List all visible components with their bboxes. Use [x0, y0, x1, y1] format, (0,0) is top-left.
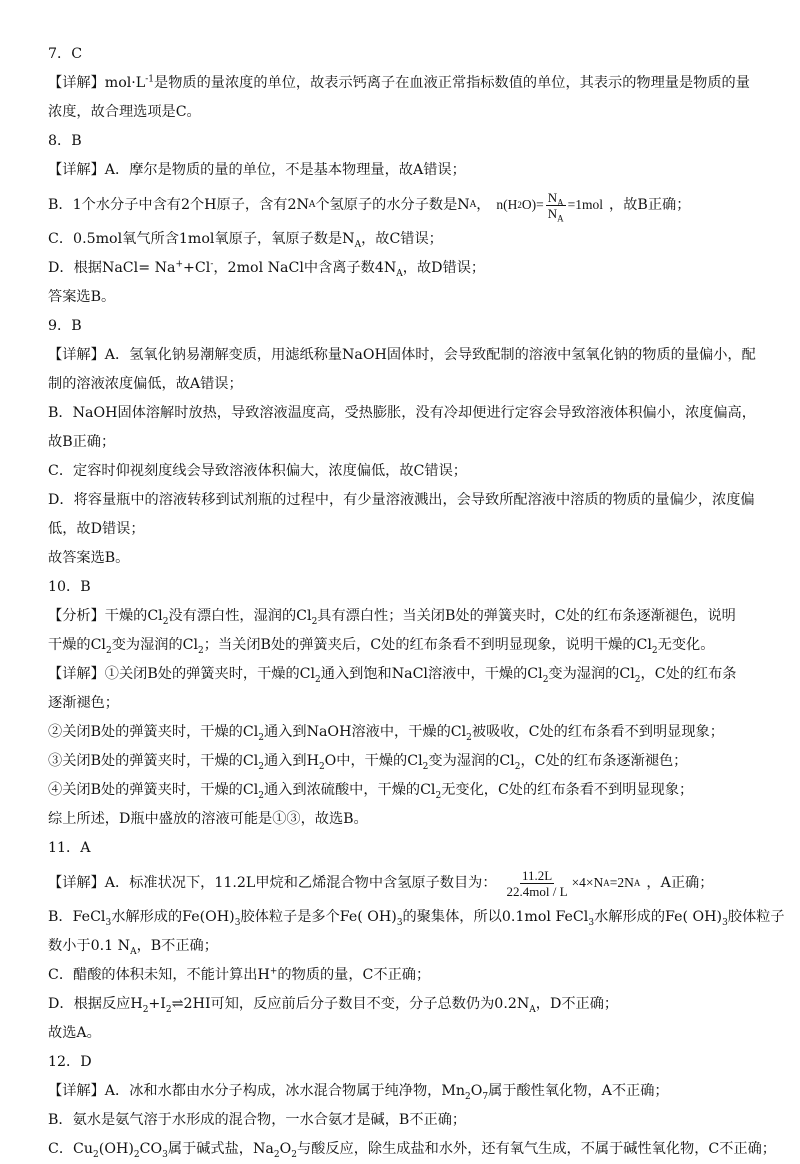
q8-option-c: C．0.5mol氧气所含1mol氧原子，氧原子数是$N_A$，故C错误；: [48, 231, 443, 250]
volume-fraction: $\frac{11.2L}{\text{22.4mol / L}}$: [506, 867, 568, 899]
q8-answer: 答案选B。: [48, 289, 116, 305]
q8-number: 8．B: [48, 133, 82, 149]
q11-option-b-1: B．FeCl$_3$水解形成的$Fe(OH)_3$胶体粒子是多个Fe( $OH)_3$的聚集体，所以0.1mol FeCl$_3$水解形成的Fe( $OH)_3$胶体粒子: [48, 909, 785, 928]
q12-option-a: 【详解】A．冰和水都由水分子构成，冰水混合物属于纯净物，$Mn_2O_7$属于酸性氧化物，A不正确；: [48, 1083, 669, 1102]
q10-answer: 综上所述，D瓶中盛放的溶液可能是①③，故选B。: [48, 811, 368, 827]
q12-number: 12．D: [48, 1054, 92, 1070]
q12-option-c: C．$Cu_2(OH)_2CO_3$属于碱式盐，$Na_2O_2$与酸反应，除生成盐和水外，还有氧气生成，不属于碱性氧化物，C不正确；: [48, 1141, 776, 1160]
detail-label: 【详解】: [48, 666, 105, 682]
q9-option-b-1: B．NaOH固体溶解时放热，导致溶液温度高，受热膨胀，没有冷却便进行定容会导致溶液体积偏小，浓度偏高，: [48, 405, 756, 421]
q10-detail-2: ②关闭B处的弹簧夹时，干燥的$Cl_2$通入到NaOH溶液中，干燥的$Cl_2$被吸收，C处的红布条看不到明显现象；: [48, 724, 724, 743]
q9-option-d-2: 低，故D错误；: [48, 521, 145, 537]
q9-answer: 故答案选B。: [48, 550, 130, 566]
q11-option-d: D．根据反应$H_2+I_2\rightleftharpoons 2HI$可知，反应前后分子数目不变，分子总数仍为$0.2N_A$，D不正确；: [48, 996, 619, 1015]
q11-option-a: 【详解】 A．标准状况下，11.2L甲烷和乙烯混合物中含氢原子数目为： $\frac{11.2L}{\text{22.4mol / L}}$ ×4×N A =2N A ，A正确；: [48, 863, 760, 903]
q10-number: 10．B: [48, 579, 91, 595]
q7-line-1: 【详解】$mol\cdot L^{-1}$是物质的量浓度的单位，故表示钙离子在血液正常指标数值的单位，其表示的物理量是物质的量: [48, 74, 750, 91]
q10-detail-4: ④关闭B处的弹簧夹时，干燥的$Cl_2$通入到浓硫酸中，干燥的$Cl_2$无变化，C处的红布条看不到明显现象；: [48, 782, 694, 801]
detail-label: 【详解】: [48, 347, 105, 363]
q10-detail-1b: 逐渐褪色；: [48, 695, 119, 711]
q9-option-c: C．定容时仰视刻度线会导致溶液体积偏大，浓度偏低，故C错误；: [48, 463, 467, 479]
detail-label: 【详解】: [48, 75, 105, 91]
q11-option-b-2: 数小于0.1 $N_A$，B不正确；: [48, 938, 218, 957]
detail-label: 【详解】: [48, 875, 105, 891]
na-fraction: $\frac{N_A}{N_A}$: [547, 189, 564, 224]
q10-analysis-2: 干燥的$Cl_2$变为湿润的$Cl_2$；当关闭B处的弹簧夹后，C处的红布条看不到明显现象，说明干燥的$Cl_2$无变化。: [48, 637, 715, 656]
mole-formula: n(H 2 O)= $\frac{N_A}{N_A}$ =1mol: [496, 189, 604, 224]
q8-option-a: 【详解】A．摩尔是物质的量的单位，不是基本物理量，故A错误；: [48, 162, 466, 178]
detail-label: 【详解】: [48, 162, 105, 178]
q11-number: 11．A: [48, 840, 91, 856]
answer-page: [48, 40, 785, 1164]
q9-option-a-1: 【详解】A．氢氧化钠易潮解变质，用滤纸称量NaOH固体时，会导致配制的溶液中氢氧化钠的物质的量偏小，配: [48, 347, 756, 363]
q8-option-b: B．1个水分子中含有2个H原子，含有2N A 个氢原子的水分子数是N A ， n(H 2 O)= $\frac{N_A}{N_A}$ =1mol ，故B正确；: [48, 185, 760, 225]
q11-option-c: C．醋酸的体积未知，不能计算出H+的物质的量，C不正确；: [48, 966, 431, 983]
q8-option-d: D．根据NaCl= Na++Cl-，2mol NaCl中含离子数$4N_A$，故D错误；: [48, 259, 486, 279]
q10-analysis-1: 【分析】干燥的$Cl_2$没有漂白性，湿润的$Cl_2$具有漂白性；当关闭B处的弹簧夹时，C处的红布条逐渐褪色，说明: [48, 608, 736, 627]
q9-option-d-1: D．将容量瓶中的溶液转移到试剂瓶的过程中，有少量溶液溅出，会导致所配溶液中溶质的物质的量偏少，浓度偏: [48, 492, 755, 508]
q10-detail-1: 【详解】①关闭B处的弹簧夹时，干燥的$Cl_2$通入到饱和NaCl溶液中，干燥的$Cl_2$变为湿润的$Cl_2$，C处的红布条: [48, 666, 737, 685]
q9-option-b-2: 故B正确；: [48, 434, 116, 450]
q9-number: 9．B: [48, 318, 82, 334]
q11-answer: 故选A。: [48, 1025, 101, 1041]
q12-option-b: B．氨水是氨气溶于水形成的混合物，一水合氨才是碱，B不正确；: [48, 1112, 467, 1128]
analysis-label: 【分析】: [48, 608, 105, 624]
q7-number: 7．C: [48, 46, 83, 62]
q9-option-a-2: 制的溶液浓度偏低，故A错误；: [48, 376, 243, 392]
detail-label: 【详解】: [48, 1083, 105, 1099]
q10-detail-3: ③关闭B处的弹簧夹时，干燥的$Cl_2$通入到$H_2O$中，干燥的$Cl_2$变为湿润的$Cl_2$，C处的红布条逐渐褪色；: [48, 753, 688, 772]
hydrogen-count-formula: $\frac{11.2L}{\text{22.4mol / L}}$ ×4×N A =2N A: [506, 867, 641, 899]
q7-line-2: 浓度，故合理选项是C。: [48, 104, 201, 120]
